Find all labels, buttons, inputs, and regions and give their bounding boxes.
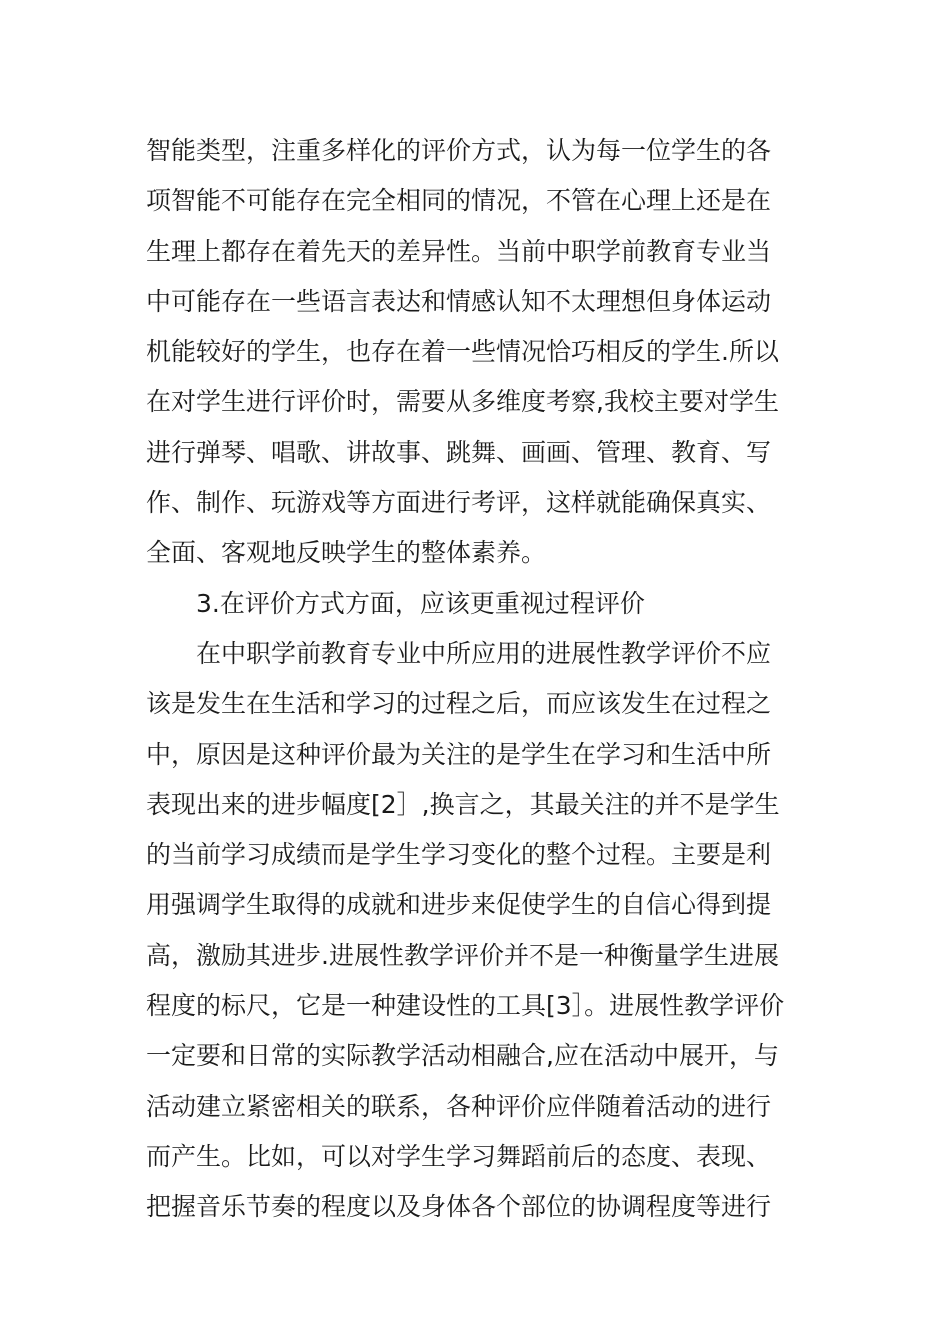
text-line: 生理上都存在着先天的差异性。当前中职学前教育专业当	[146, 236, 772, 266]
section-heading: 3.在评价方式方面，应该更重视过程评价	[196, 588, 645, 618]
text-line: 在对学生进行评价时，需要从多维度考察,我校主要对学生	[146, 387, 779, 417]
text-line: 高，激励其进步.进展性教学评价并不是一种衡量学生进展	[146, 940, 779, 970]
text-line: 表现出来的进步幅度[2］,换言之，其最关注的并不是学生	[146, 789, 780, 819]
text-line: 用强调学生取得的成就和进步来促使学生的自信心得到提	[146, 890, 772, 920]
text-line: 该是发生在生活和学习的过程之后，而应该发生在过程之	[146, 689, 772, 719]
text-line: 程度的标尺，它是一种建设性的工具[3］。进展性教学评价	[146, 991, 785, 1021]
text-line: 活动建立紧密相关的联系，各种评价应伴随着活动的进行	[146, 1091, 772, 1121]
text-line: 中可能存在一些语言表达和情感认知不太理想但身体运动	[146, 286, 772, 316]
text-line: 把握音乐节奏的程度以及身体各个部位的协调程度等进行	[146, 1192, 772, 1222]
text-line: 中，原因是这种评价最为关注的是学生在学习和生活中所	[146, 739, 772, 769]
text-line: 机能较好的学生，也存在着一些情况恰巧相反的学生.所以	[146, 337, 779, 367]
text-line: 进行弹琴、唱歌、讲故事、跳舞、画画、管理、教育、写	[146, 437, 772, 467]
text-line: 而产生。比如，可以对学生学习舞蹈前后的态度、表现、	[146, 1141, 772, 1171]
text-line: 全面、客观地反映学生的整体素养。	[146, 538, 547, 568]
text-line: 一定要和日常的实际教学活动相融合,应在活动中展开，与	[146, 1041, 779, 1071]
body-text	[146, 126, 816, 1233]
text-line: 的当前学习成绩而是学生学习变化的整个过程。主要是利	[146, 840, 772, 870]
text-line: 智能类型，注重多样化的评价方式，认为每一位学生的各	[146, 136, 772, 165]
text-line: 项智能不可能存在完全相同的情况，不管在心理上还是在	[146, 186, 772, 216]
paragraph-first-line: 在中职学前教育专业中所应用的进展性教学评价不应	[196, 638, 772, 668]
text-line: 作、制作、玩游戏等方面进行考评，这样就能确保真实、	[146, 488, 772, 518]
